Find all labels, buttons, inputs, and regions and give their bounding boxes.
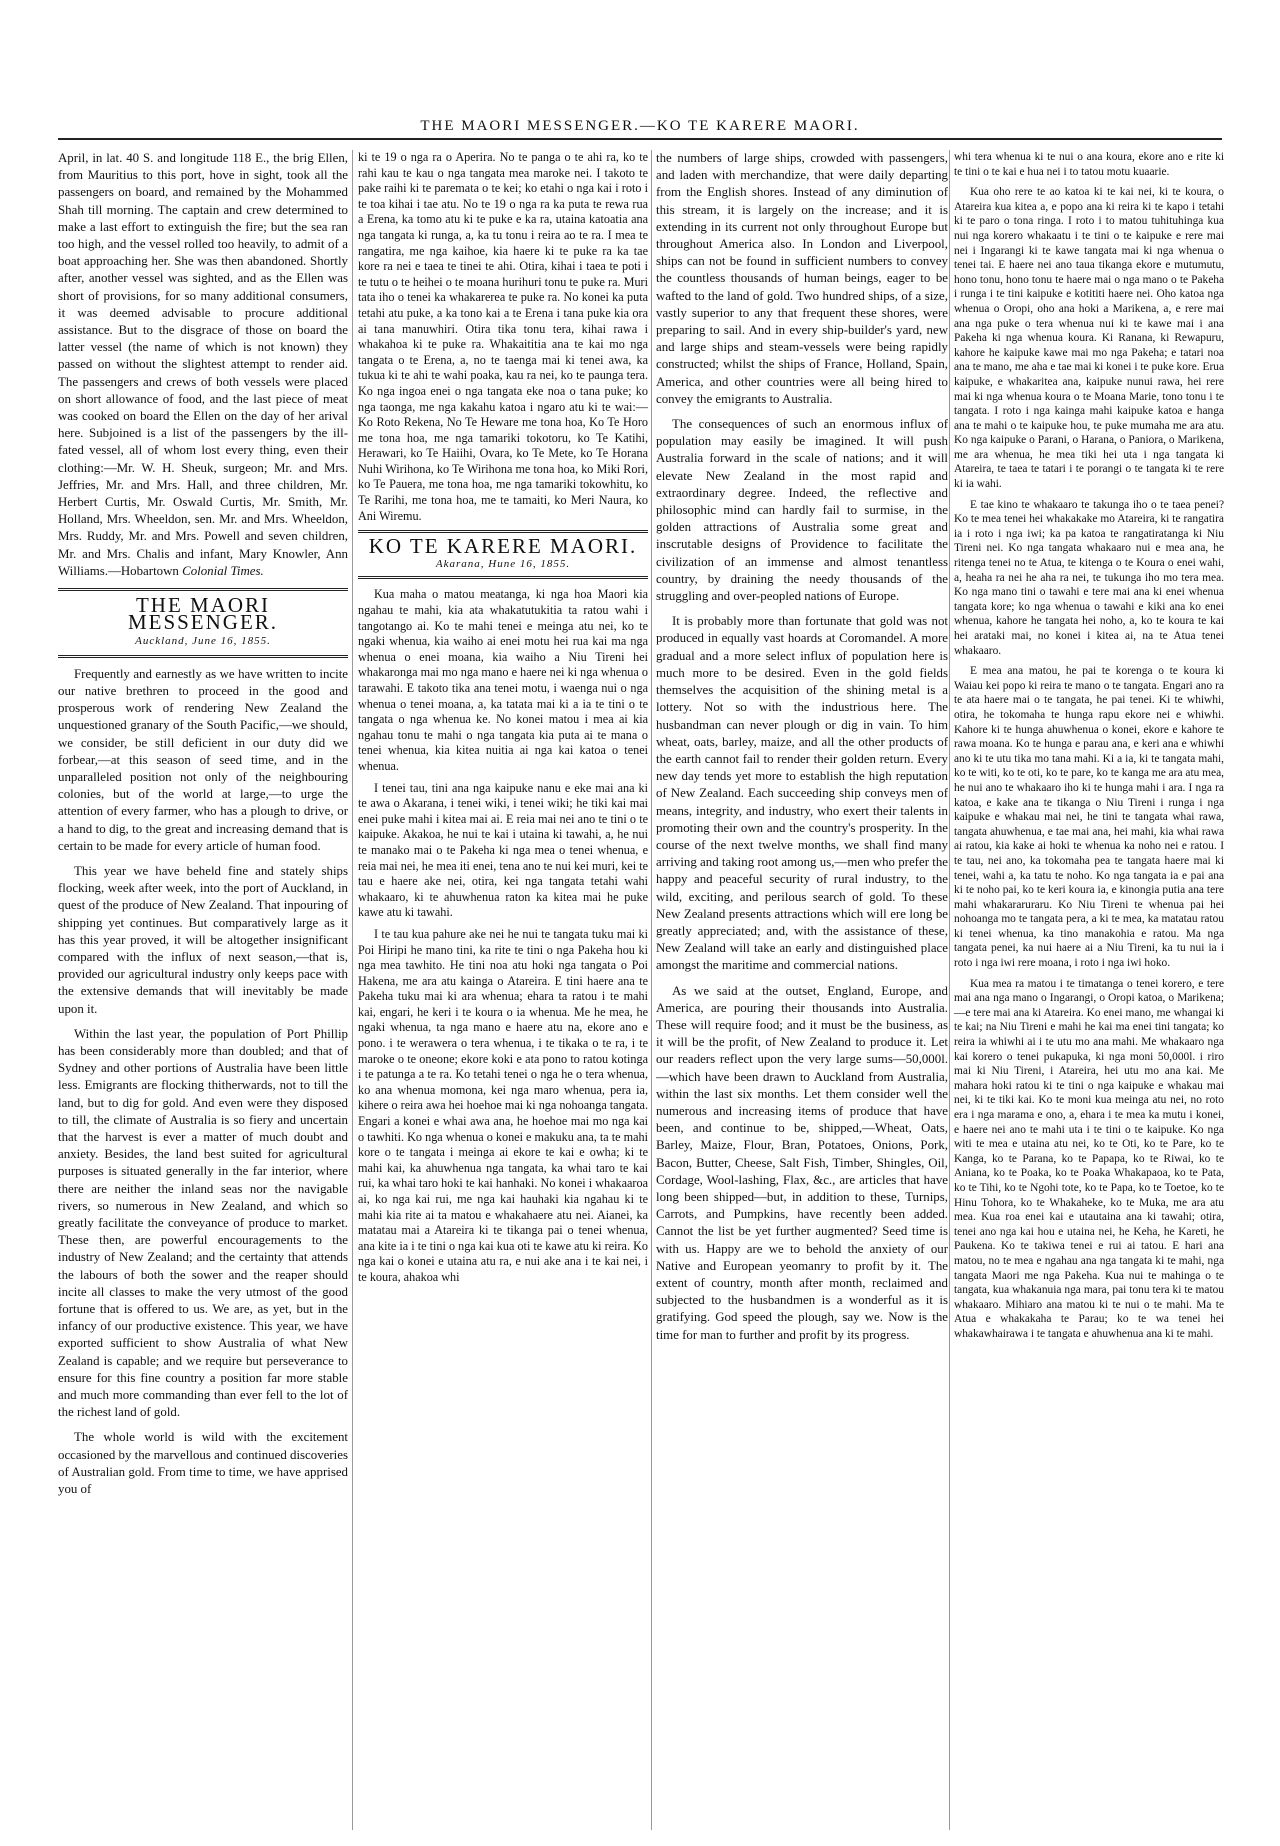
column-2: [358, 150, 648, 1830]
masthead-rule-top: [358, 530, 648, 533]
column-3: [656, 150, 948, 1830]
dateline-english: Auckland, June 16, 1855.: [135, 635, 271, 648]
header-rule: [58, 138, 1222, 140]
column-4: [954, 150, 1224, 1830]
editorial-paragraph: Frequently and earnestly as we have written to incite our native brethren to proceed in the good and prosperous work of rendering New Zealand the unquestioned granary of the South Pacific,—we should, we consider, be still deficient in our duty did we forbear,—at this season of seed time, and in the unparalleled position not only of the neighbouring colonies, but of the world at large,—to urge the attention of every farmer, who has a plough to drive, or a hand to dig, to the great and increasing demand that is certain to be made for every article of human food.: [58, 666, 348, 853]
dateline-maori: Akarana, Hune 16, 1855.: [435, 557, 571, 570]
editorial-paragraph: the numbers of large ships, crowded with passengers, and laden with merchandize, that were daily departing from the English shores. Instead of any diminution of this stream, it is largely on the increase; and it is extending in its current not only throughout Europe but throughout America also. In London and Liverpool, ships can not be found in sufficient numbers to convey the countless thousands of human beings, eager to be wafted to the land of gold. Two hundred ships, of a size, vastly superior to any that frequent these shores, were preparing to sail. And in every ship-builder's yard, new and large ships and steam-vessels were being rapidly constructed; whilst the ships of France, Holland, Spain, America, and other countries were all being hired to convey the emigrants to Australia.: [656, 151, 948, 406]
maori-editorial-paragraph: whi tera whenua ki te nui o ana koura, ekore ano e rite ki te tini o te kai e hua nei i to tatou motu kuaarie.: [954, 151, 1224, 178]
editorial-paragraph: This year we have beheld fine and stately ships flocking, week after week, into the port of Auckland, in quest of the produce of New Zealand. That inpouring of shipping yet continues. But comparatively large as it has this year proved, it will be altogether insignificant compared with the influx of next season,—that is, provided our agricultural industry only keeps pace with the extensive demands that will inevitably be made upon it.: [58, 863, 348, 1016]
masthead-english: [58, 588, 348, 658]
masthead-rule-top: [58, 588, 348, 591]
maori-editorial-paragraph: Kua maha o matou meatanga, ki nga hoa Maori kia ngahau te mahi, kia ata whakatutukitia ta ratou wahi i tangotango ai. Ko te mahi tenei e meinga atu nei, ko te ngaki whenua, kia waiho ai enei motu hei rua kai ma nga whenua o enei moana, kia waiho a Niu Tireni hei whakaronga mai mo nga mano e haere nei ki nga whenua o tarawahi. E takoto tika ana tenei motu, i waenga nui o nga whenua o tenei moana, a, ka tatata mai ki a ia te tini o te tangata o nga whenua ke. No konei matou i mea ai kia ngahau tonu te mahi o nga tangata kia puta ai te mana o tenei whenua, kia kitea nuitia ai nga kai katoa o tenei whenua.: [358, 587, 648, 773]
maori-editorial-paragraph: Kua oho rere te ao katoa ki te kai nei, ki te koura, o Atareira kua kitea a, e popo ana ki reira ki te kapo i tetahi ki te paro o tona ringa. I roto i to matou tuhituhinga kua nui nga korero whakaatu i te tini o te kaipuke e rere mai nei i Ingarangi ki te kawe tangata mai ki nga whenua o tenei tai. E haere nei ano taua tikanga ekore e mutumutu, hono tonu, hono tonu te haere mai o nga mano o te Pakeha i runga i te tini kaipuke e kotititi haere nei. Oho katoa nga whenua o Oropi, oho ana hoki a Marikena, a, e rere mai ana nga puke o tera whenua nui ki te kawe mai i ana Pakeha ki nga whenua koura. Ki Ranana, ki Rewapuru, kahore he kaipuke kawe mai mo nga Pakeha; e tatari noa ana te mano, me aha e tae mai ki konei i te puke kore. Erua kaipuke, e whakaritea ana, kaipuke nunui rawa, hei rere mai ki nga whenua koura o te Moana Marie, tono tonu i te tangata. I roto i nga kainga mahi kaipuke katoa e hanga ana te mahi o te kaipuke hou, te puke mumaha me ara atu. Ko nga kaipuke o Parani, o Harana, o Paniora, o Marikena, me ara whenua, he mea tiki hei uta i nga tangata ki Atareira, te taea te tatari i te porangi o te tangata ki te rere ki ia wahi.: [954, 186, 1224, 491]
editorial-paragraph: The whole world is wild with the excitement occasioned by the marvellous and continued discoveries of Australian gold. From time to time, we have apprised you of: [58, 1430, 348, 1497]
news-fragment: [58, 150, 348, 580]
news-source: Colonial Times.: [182, 563, 264, 578]
editorial-paragraph: The consequences of such an enormous influx of population may easily be imagined. It will push Australia forward in the scale of nations; and it will elevate New Zealand in the most rapid and extraordinary degree. Indeed, the reflective and philosophic mind can hardly fail to surmise, in the golden attractions of Australia some great and inscrutable designs of Providence to facilitate the civilization of an immense and almost tenantless country, by draining the needy thousands of the struggling and over-peopled nations of Europe.: [656, 417, 948, 604]
maori-editorial-paragraph: Kua mea ra matou i te timatanga o tenei korero, e tere mai ana nga mano o Ingarangi, o Oropi katoa, o Marikena;—e tere mai ana ki Atareira. Ko enei mano, me whangai ki te kai; na Niu Tireni e mahi he kai ma enei tini tangata; ko reira ia whiwhi ai i te utu mo ana mahi. Me whakaaro nga kai korero o tenei pukapuka, ki nga moni 50,000l. i riro mai ki Niu Tireni, i Atareira, hei utu mo ana kai. Me mahara hoki ratou ki te tini o nga kaipuke e whakau mai nei, ki te tiki kai. Ko te moni kua meinga atu nei, no roto era i nga marama e ono, a, ehara i te mea ka mutu i konei, e haere nei ano te mahi uta i te tini o te kaipuke. Ko nga witi te mea e utaina atu nei, ko te Oti, ko te Pare, ko te Kanga, ko te Parana, ko te Papapa, ko te Riwai, ko te Aniana, ko te Poaka, ko te Poaka Whakapaoa, ko te Pata, ko te Tihi, ko te Ngohi tote, ko te Papa, ko te Toetoe, ko te Hinu Tohora, ko te Whakaheke, ko te Muka, me ara atu mea. Kua roa enei kai e utautaina ana ki tawahi; otira, tenei ano nga kai hou e utaina nei, he Keha, he Kareti, he Paukena. Ko te takiwa tenei e rui ai tatou. E hari ana matou, no te mea e ngahau ana nga tangata ki te mahi, nga tangata Maori me nga Pakeha. Kua nui te mahinga o te tangata, kua whakanuia nga mara, pai tonu tera ki te matou whakaaro. Mihiaro ana matou ki te nui o te mahi. Ma te Atua e whakakaha te Parau; ko te wa tenei hei whakawhairawa i te tangata e ahuwhenua ana ki te mahi.: [954, 977, 1224, 1340]
column-divider: [949, 150, 950, 1830]
editorial-paragraph: As we said at the outset, England, Europe, and America, are pouring their thousands into Australia. These will require food; and it must be the business, as it will be the profit, of New Zealand to produce it. Let our readers reflect upon the very large sums—50,000l.—which have been drawn to Auckland from Australia, within the last six months. Let them consider well the numerous and increasing items of produce that have been, and continue to be, shipped,—Wheat, Oats, Barley, Maize, Flour, Bran, Potatoes, Onions, Pork, Bacon, Butter, Cheese, Salt Fish, Timber, Shingles, Oil, Cordage, Wool-lashing, Flax, &c., are articles that have long been shipped—but, in addition to these, Turnips, Carrots, and Pumpkins, have recently been added. Cannot the list be yet further augmented? Seed time is with us. Happy are we to behold the anxiety of our Native and European yeomanry to profit by it. The extent of country, month after month, reclaimed and subjected to the husbandmen is a wonderful as it is gratifying. God speed the plough, say we. Now is the time for man to further and profit by its progress.: [656, 983, 948, 1342]
maori-editorial-paragraph: I te tau kua pahure ake nei he nui te tangata tuku mai ki Poi Hiripi he mano tini, ka rite te tini o nga Pakeha hou ki nga mea tawhito. He tini noa atu hoki nga tangata o Poi Hakena, me ara atu kainga o Atareira. E tini haere ana te Pakeha tuku mai ki ara whenua; ehara ta ratou i te mahi kai, engari, he keri i te koura o ia whenua. Me he mea, he ngaki whenua, ta nga mano e haere atu na, ekore ano e pono. i te werawera o tera whenua, i te tikaka o te ra, i te maroke o te oneone; ekore koki e ata pono to ratou kotinga i te patunga a te ra. Ko tetahi tenei o nga he o tera whenua, ko ana whenua momona, kei nga maro whenua, pera ia, kihere o reira awa hei hoehoe mai ki nga nohoanga tangata. Engari a konei e whai awa ana, he hoehoe mai mo nga kai o tawhiti. Ko nga whenua o konei e makuku ana, ta te mahi kore o te tangata i meinga ai ekore te kai e owha; ki te mahi kai, ka ahuwhenua nga tangata, ka whai taro te kai rui, ka whai taro hoki te kai hanhaki. No konei i whakaaroa ai, ko nga kai rui, me nga kai hauhaki kia ngahau ki te mahi kia rite ai ta matou e whakahaere atu nei. Aianei, ka matatau mai a Atareira ki te tikanga pai o tenei whenua, ana kite ia i te tini o nga kai kua oti te kawe atu ki reira. Ko nga kai o konei e utaina atu ra, e nui ake ana i te kai nei, i te koura, ahakoa whi: [358, 926, 648, 1284]
maori-editorial-paragraph: I tenei tau, tini ana nga kaipuke nanu e eke mai ana ki te awa o Akarana, i tenei wiki, i tenei wiki; he tiki kai mai enei puke mahi i kitea mai ai. E reia mai nei ano te tini o te kaipuke. Akakoa, he nui te kai i utaina ki tawahi, a, he nui te manako mai o te Pakeha ki nga mea o tenei whenua, e reia mai nei, he mea iti enei, tena ano te nui kei muri, kei te tau e haere ake nei, otira, kei nga tangata tetahi wahi whakaaro, ki te ahuwhenua raton ka kitea mai he puke kawe atu ki tawahi.: [358, 780, 648, 920]
maori-news-fragment: ki te 19 o nga ra o Aperira. No te panga o te ahi ra, ko te rahi kau te kau o nga tangata mea maroke nei. I takoto te pake raihi ki te paremata o te kei; ko etahi o nga kai i roto i te toa kihai i tae atu. No te 19 o nga ra ka puta te rewa rua a Erena, ka tomo atu ki te puke e ka ra, utaina katoatia ana nga tangata ki runga, a, ka tu tonu i reira ao te ra. I mea te rangatira, me nga kaihoe, kia haere ki te puke ra ka tae kore ra nei e taea te tinei te ahi. Otira, kihai i taea te poti i te tutu o te heihei o te moana hurihuri tonu te puke ra. Muri tata iho o tenei ka whakarerea te puke ra. No konei ka puta tetahi atu puke, a ka tono kai a te Erena i tana puke kia ora ai tana manuwhiri. Otira tika tonu tera, kihai rawa i whakahoa ki te puke ra. Whakaititia ana te kai mo nga tangata o te Erena, a, no te taenga mai ki tenei awa, ka tukua ki te ahi te wahi poaka, kau ra nei, ko te paunga tera. Ko nga ingoa enei o nga tangata eke noa o tana puke; ko nga taonga, me nga kakahu katoa i ngaro atu ki te wai:—Ko Roto Rekena, No Te Heware me tona hoa, Ko Te Horo me tona hoa, me nga tamariki tokotoru, ko Te Katihi, Herawari, ko Te Haiihi, Ovara, ko Te Mete, ko Te Horana Nuhi Wirihona, ko Te Wirihona me tona hoa, ko Miki Rori, ko Te Pauera, me tona hoa, me nga tamariki tokowhitu, ko Te Rarihi, me tona hoa, me te tamaiti, ko Meri Naura, ko Ani Wiremu.: [358, 150, 648, 523]
column-1: [58, 150, 348, 1830]
masthead-title-maori: KO TE KARERE MAORI.: [368, 534, 638, 559]
news-fragment-text: April, in lat. 40 S. and longitude 118 E., the brig Ellen, from Mauritius to this port, hove in sight, took all the passengers on board, and remained by the Mohammed Shah till morning. The captain and crew determined to make a last effort to extinguish the fire; but the sea ran too high, and the vessel rolled too heavily, to admit of a boat approaching her. She was then abandoned. Shortly after, another vessel was sighted, and as the Ellen was short of provisions, for so many additional consumers, it was deemed advisable to procure additional assistance. But to the disgrace of those on board the latter vessel (the name of which is not known) they passed on without the slightest attempt to render aid. The passengers and crews of both vessels were placed on short allowance of food, and the last piece of meat was cooked on board the Ellen on the day of her arival here. Subjoined is a list of the passengers by the ill-fated vessel, all of whom lost every thing, even their clothing:—Mr. W. H. Sheuk, surgeon; Mr. and Mrs. Jeffries, Mr. and Mrs. Hall, and three children, Mr. Herbert Curtis, Mr. Oswald Curtis, Mr. Smith, Mr. Holland, Mrs. Wheeldon, sen. Mr. and Mrs. Wheeldon, Mrs. Ruddy, Mr. and Mrs. Powell and seven children, Mr. and Mrs. Chalis and infant, Mary Knowler, Ann Williams.—Hobartown: [58, 151, 348, 578]
editorial-paragraph: It is probably more than fortunate that gold was not produced in equally vast hoards at Coromandel. A more gradual and a more select influx of population here is much more to be desired. Even in the gold fields themselves the acquisition of the shining metal is a lottery. Not so with the industrious here. The husbandman can never plough or dig in vain. To him wheat, oats, barley, maize, and all the other products of the earth cannot fail to render their golden return. Every new day tends yet more to establish the high reputation of New Zealand. Each succeeding ship conveys men of means, integrity, and industry, who exert their talents in promoting their own and the country's prosperity. In the course of the next twelve months, we shall find many arriving and taking root among us,—men who prefer the happy and peaceful security of rural industry, to the wild, exciting, and perilous search of gold. To these New Zealand presents attractions which will ere long be greatly appreciated; and, with the assistance of these, New Zealand will take an early and distinguished place amongst the maritime and commercial nations.: [656, 614, 948, 973]
maori-editorial-paragraph: E tae kino te whakaaro te takunga iho o te taea penei? Ko te mea tenei hei whakakake mo Atareira, ki te rangatira ia i roto i nga iwi; ka pa katoa te rangatiratanga ki Niu Tireni nei. Ko nga tangata whakaaro nui e mea ana, he ritenga tenei no te Atua, te kitenga o te Koura o enei wahi, a, heaha ra nei he aha ra nei, te tukunga iho mo tera mea. Ko nga mano tini o tawahi e tere mai ana ki enei whenua tangata kore; ko nga whenua o tawahi e kiki ana ko enei whenua, kahore he tangata hei noho, a, ko te koura te kai hei arataki mai, no konei i kitea ai, na te Atua tenei whakaaro.: [954, 498, 1224, 657]
column-divider: [352, 150, 353, 1830]
maori-editorial-paragraph: E mea ana matou, he pai te korenga o te koura ki Waiau kei popo ki reira te mano o te tangata. Engari ano ra te ata haere mai o te tangata, he pai tenei. Ki te whiwhi, otira, he tokomaha te hunga rapu ekore nei e whiwhi. Kahore ki te hunga ahuwhenua o konei, ekore e kahore te rawa moana. Ko te hunga e parau ana, e keri ana e whiwhi ano ki te utu tika mo tana mahi. Ki a ia, ki te tangata mahi, ko te witi, ko te oti, ko te pare, ko te kanga me ara atu mea, he nui ano te whakaaro iho ki te hunga mahi i ara. I nga ra katoa, e kake ana te tikanga o Niu Tireni i runga i nga kaipuke e whakau mai nei, he tini te tangata whai rawa, tangata ahuwhenua, e tae mai ana, hei mahi, kia whai rawa ai ratou, kia kake ai hoki te whenua ka noho nei e ratou. I te tau, nei ano, ka tokomaha pea te tangata haere mai ki tenei, wahi a, ka tatu te noho. Ko nga tangata ia e pai ana ki te noho pai, ko te keri koura ia, e kinongia putia ana tere mahi whakararuraru. Ko Niu Tireni te whenua pai hei nohoanga mo te tangata pera, a ki te mea, ka matatau ratou ki tenei whenua, ka tino manakohia e ratou. Ma nga tangata penei, ka nui haere ai a Niu Tireni, ka tu nui ia i roto i nga iwi rere moana, i roto i nga iwi hoko.: [954, 665, 1224, 970]
column-divider: [651, 150, 652, 1830]
masthead-rule-bottom: [358, 576, 648, 579]
masthead-maori: [358, 530, 648, 579]
editorial-paragraph: Within the last year, the population of Port Phillip has been considerably more than doubled; and that of Sydney and other portions of Australia have been little less. Emigrants are flocking thitherwards, not to till the land, but to dig for gold. And even were they disposed to till, the climate of Australia is so fiery and uncertain that the harvest is ever a matter of much doubt and anxiety. Besides, the land best suited for agricultural purposes is situated generally in the far interior, where there are neither the inland seas nor the navigable rivers, so numerous in New Zealand, and which so greatly facilitate the conveyance of produce to market. These then, are powerful encouragements to the industry of New Zealand; and the certainty that attends the labours of both the sower and the reaper should incite all classes to make the very utmost of the good fortune that is offered to us. We are, as yet, but in the infancy of our productive existence. This year, we have exported sufficient to show Australia of what New Zealand is capable; and we require but perseverance to ensure for this fine country a position far more stable and much more commanding than ever fell to the lot of the richest land of gold.: [58, 1026, 348, 1420]
masthead-title-english: THE MAORI MESSENGER.: [127, 593, 279, 635]
running-head: THE MAORI MESSENGER.—KO TE KARERE MAORI.: [420, 118, 860, 134]
masthead-rule-bottom: [58, 655, 348, 658]
